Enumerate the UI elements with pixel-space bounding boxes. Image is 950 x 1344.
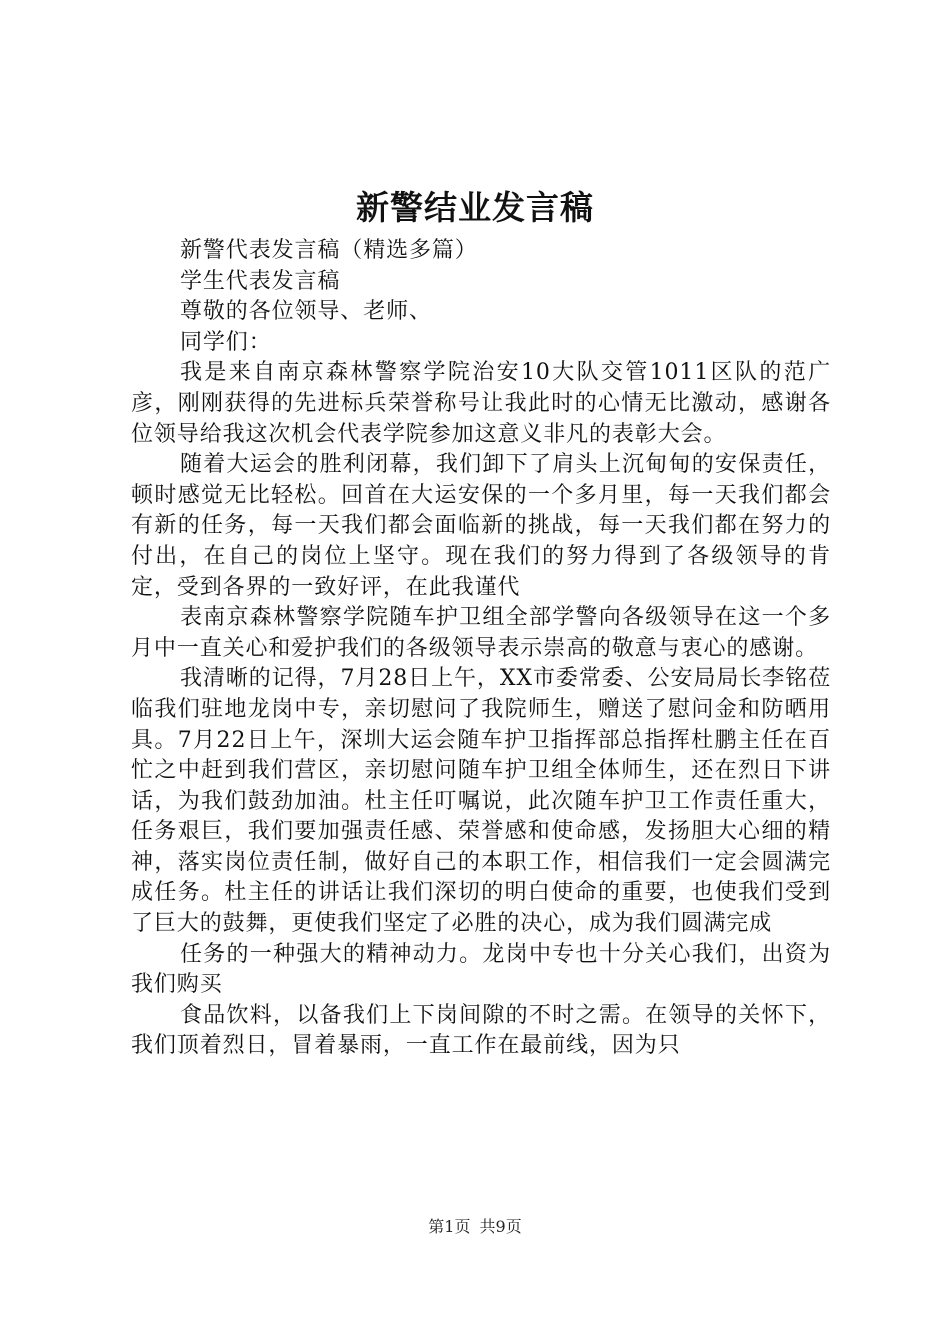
- intro-line-salutation-cont: 同学们：: [180, 329, 272, 355]
- intro-line-salutation: 尊敬的各位领导、老师、: [180, 299, 432, 325]
- paragraph: 食品饮料，以备我们上下岗间隙的不时之需。在领导的关怀下，我们顶着烈日，冒着暴雨，一直工作在最前线，因为只: [131, 1002, 831, 1059]
- intro-line-heading: 新警代表发言稿（精选多篇）: [180, 238, 478, 263]
- paragraph: 随着大运会的胜利闭幕，我们卸下了肩头上沉甸甸的安保责任，顿时感觉无比轻松。回首在大运安保的一个多月里，每一天我们都会有新的任务，每一天我们都会面临新的挑战，每一天我们都在努力的付出，在自己的岗位上坚守。现在我们的努力得到了各级领导的肯定，受到各界的一致好评，在此我谨代: [131, 452, 831, 600]
- paragraph: 我清晰的记得，7月28日上午，XX市委常委、公安局局长李铭莅临我们驻地龙岗中专，亲切慰问了我院师生，赠送了慰问金和防晒用具。7月22日上午，深圳大运会随车护卫指挥部总指挥杜鹏主任在百忙之中赶到我们营区，亲切慰问随车护卫组全体师生，还在烈日下讲话，为我们鼓劲加油。杜主任叮嘱说，此次随车护卫工作责任重大，任务艰巨，我们要加强责任感、荣誉感和使命感，发扬胆大心细的精神，落实岗位责任制，做好自己的本职工作，相信我们一定会圆满完成任务。杜主任的讲话让我们深切的明白使命的重要，也使我们受到了巨大的鼓舞，更使我们坚定了必胜的决心，成为我们圆满完成: [131, 666, 831, 937]
- intro-line-subheading: 学生代表发言稿: [180, 268, 341, 294]
- paragraph: 表南京森林警察学院随车护卫组全部学警向各级领导在这一个多月中一直关心和爱护我们的各级领导表示崇高的敬意与衷心的感谢。: [131, 605, 831, 661]
- document-title: 新警结业发言稿: [356, 188, 594, 227]
- page-number: 第1页: [428, 1217, 471, 1236]
- document-body: [131, 236, 831, 1062]
- page-footer: [0, 1216, 950, 1238]
- paragraph: 我是来自南京森林警察学院治安10大队交管1011区队的范广彦，刚刚获得的先进标兵荣誉称号让我此时的心情无比激动，感谢各位领导给我这次机会代表学院参加这意义非凡的表彰大会。: [131, 360, 831, 447]
- paragraph: 任务的一种强大的精神动力。龙岗中专也十分关心我们，出资为我们购买: [131, 941, 831, 998]
- page-total: 共9页: [479, 1217, 522, 1236]
